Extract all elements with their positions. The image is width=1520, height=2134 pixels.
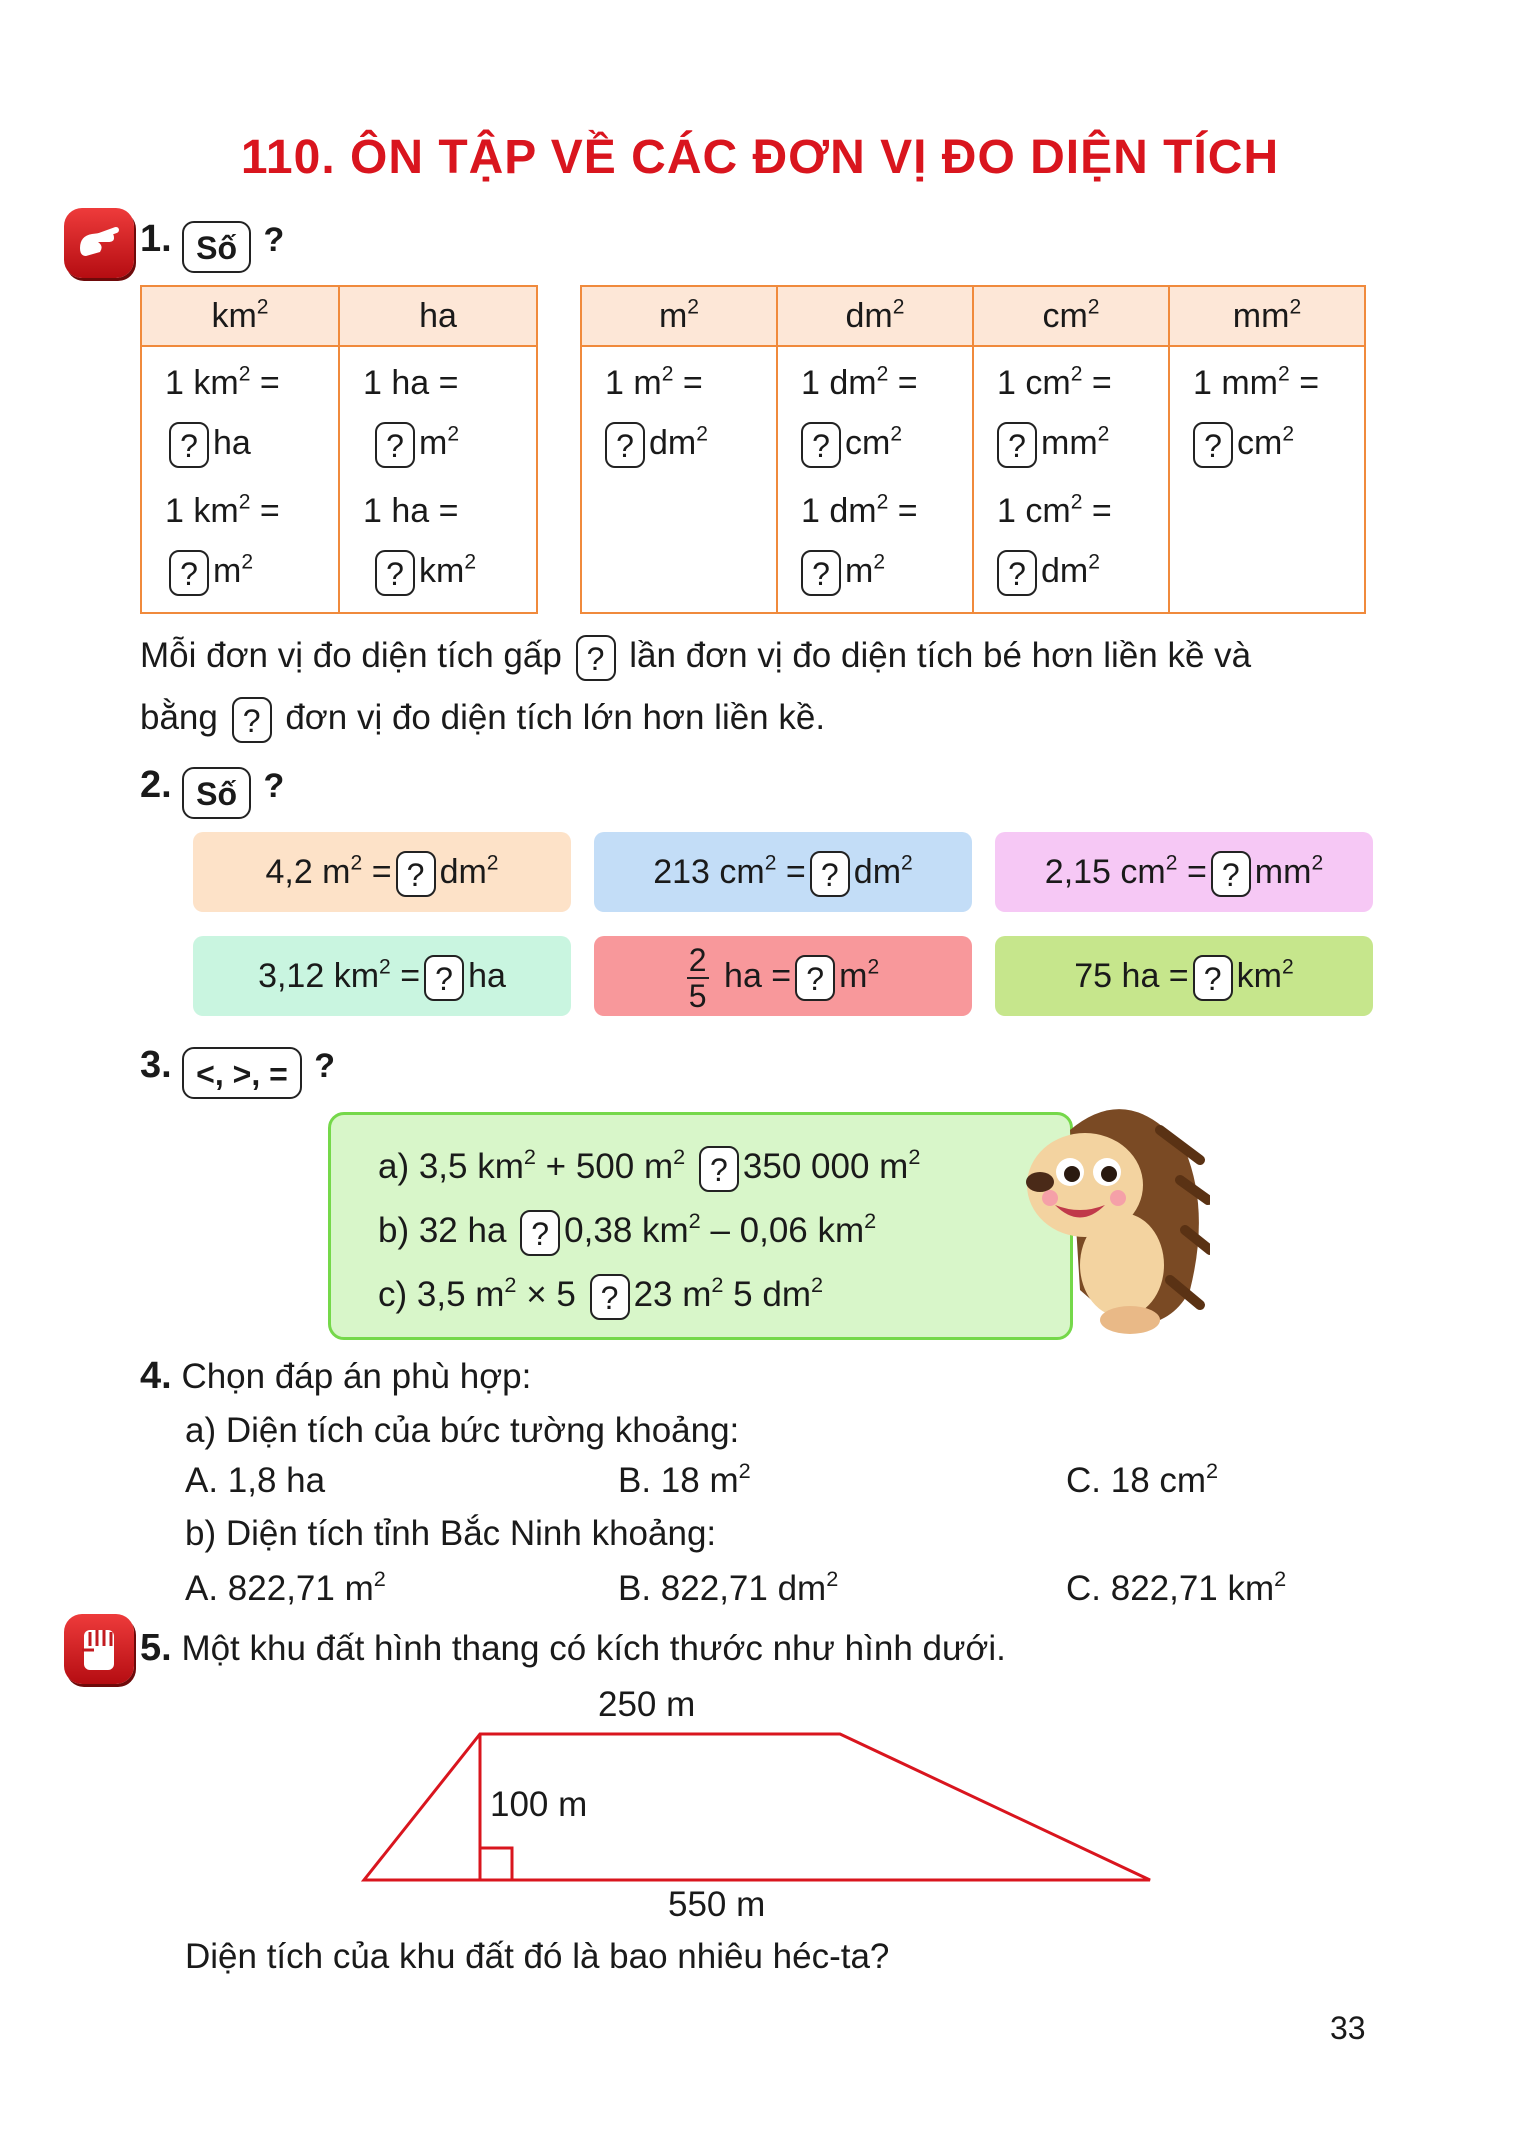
exercise-5-question: Diện tích của khu đất đó là bao nhiêu héc-ta? bbox=[185, 1937, 890, 1976]
comparison-b: b) 32 ha ? 0,38 $km^2 - 0,06$ $km^2$ bbox=[378, 1199, 920, 1263]
exercise-1-number: 1. bbox=[140, 218, 172, 260]
exercise-3-number: 3. bbox=[140, 1044, 172, 1086]
page-title: 110. ÔN TẬP VỀ CÁC ĐƠN VỊ ĐO DIỆN TÍCH bbox=[240, 131, 1280, 184]
conversion-item-4: 3,12 $km^2$ = ? ha bbox=[193, 936, 571, 1016]
header-mm2: $mm^2$ bbox=[1169, 286, 1365, 346]
comparison-lines bbox=[378, 1135, 920, 1327]
exercise-4a-question: a) Diện tích của bức tường khoảng: bbox=[185, 1411, 740, 1450]
option-4b-A[interactable]: A. 822,71 $m^2$ bbox=[185, 1565, 386, 1608]
answer-box[interactable]: ? bbox=[801, 422, 841, 468]
header-dm2: $dm^2$ bbox=[777, 286, 973, 346]
answer-box[interactable]: ? bbox=[997, 550, 1037, 596]
exercise-3-tag: <, >, = bbox=[182, 1047, 302, 1099]
header-km2: $km^2$ bbox=[141, 286, 339, 346]
exercise-4-number: 4. bbox=[140, 1355, 172, 1397]
exercise-2-number: 2. bbox=[140, 764, 172, 806]
exercise-4-prompt: 4. Chọn đáp án phù hợp: bbox=[140, 1355, 532, 1397]
answer-box[interactable]: ? bbox=[1193, 422, 1233, 468]
height-label: 100 m bbox=[490, 1785, 588, 1824]
header-ha: ha bbox=[339, 286, 537, 346]
exercise-1-heading bbox=[140, 218, 284, 273]
option-4b-B[interactable]: B. 822,71 $dm^2$ bbox=[618, 1565, 839, 1608]
answer-box[interactable]: ? bbox=[605, 422, 645, 468]
answer-box[interactable]: ? bbox=[520, 1210, 560, 1256]
answer-box[interactable]: ? bbox=[232, 697, 272, 743]
answer-box[interactable]: ? bbox=[169, 550, 209, 596]
answer-box[interactable]: ? bbox=[1193, 955, 1233, 1001]
cell-mm2: 1 $mm^2$ = ? $cm^2$ bbox=[1169, 346, 1365, 613]
exercise-3-question-mark: ? bbox=[314, 1047, 336, 1085]
option-4b-C[interactable]: C. 822,71 $km^2$ bbox=[1066, 1565, 1287, 1608]
comparison-c: c) 3,5 $m^2 \times 5$ ? 23 $m^2$ 5 $dm^2$ bbox=[378, 1263, 920, 1327]
fist-icon bbox=[64, 1614, 134, 1684]
cell-cm2: 1 $cm^2$ = ? $mm^2$ 1 $cm^2$ = ? $dm^2$ bbox=[973, 346, 1169, 613]
practice-hand-icon bbox=[64, 208, 134, 278]
conversion-item-6: 75 ha = ? $km^2$ bbox=[995, 936, 1373, 1016]
answer-box[interactable]: ? bbox=[375, 550, 415, 596]
units-table-right bbox=[580, 285, 1366, 614]
exercise-4b-question: b) Diện tích tỉnh Bắc Ninh khoảng: bbox=[185, 1514, 717, 1553]
answer-box[interactable]: ? bbox=[169, 422, 209, 468]
hedgehog-illustration bbox=[1010, 1090, 1210, 1345]
option-4a-B[interactable]: B. 18 $m^2$ bbox=[618, 1457, 751, 1500]
exercise-2-question-mark: ? bbox=[263, 767, 285, 805]
comparison-a: a) 3,5 $km^2 + 500$ $m^2$ ? 350 000 $m^2$ bbox=[378, 1135, 920, 1199]
trapezoid-shape bbox=[364, 1734, 1150, 1880]
units-table-left bbox=[140, 285, 538, 614]
answer-box[interactable]: ? bbox=[997, 422, 1037, 468]
answer-box[interactable]: ? bbox=[801, 550, 841, 596]
conversion-item-3: 2,15 $cm^2$ = ? $mm^2$ bbox=[995, 832, 1373, 912]
exercise-5-prompt: 5. Một khu đất hình thang có kích thước như hình dưới. bbox=[140, 1627, 1006, 1669]
answer-box[interactable]: ? bbox=[590, 1274, 630, 1320]
answer-box[interactable]: ? bbox=[396, 851, 436, 897]
conversion-item-5: $\frac{2}{5}$ ha = ? $m^2$ bbox=[594, 936, 972, 1016]
answer-box[interactable]: ? bbox=[699, 1146, 739, 1192]
answer-box[interactable]: ? bbox=[576, 635, 616, 681]
exercise-1-question-mark: ? bbox=[263, 221, 285, 259]
page-number: 33 bbox=[1330, 2010, 1366, 2046]
top-base-label: 250 m bbox=[598, 1685, 696, 1724]
answer-box[interactable]: ? bbox=[375, 422, 415, 468]
header-cm2: $cm^2$ bbox=[973, 286, 1169, 346]
exercise-2-heading bbox=[140, 764, 284, 819]
answer-box[interactable]: ? bbox=[1211, 851, 1251, 897]
cell-dm2: 1 $dm^2$ = ? $cm^2$ 1 $dm^2$ = ? $m^2$ bbox=[777, 346, 973, 613]
exercise-2-tag: Số bbox=[182, 767, 251, 819]
cell-ha: 1 ha = ? $m^2$ 1 ha = ? $km^2$ bbox=[339, 346, 537, 613]
option-4a-A[interactable]: A. 1,8 ha bbox=[185, 1461, 326, 1500]
cell-km2: 1 $km^2$ = ? ha 1 $km^2$ = ? $m^2$ bbox=[141, 346, 339, 613]
cell-m2: 1 $m^2$ = ? $dm^2$ bbox=[581, 346, 777, 613]
conversion-item-2: 213 $cm^2$ = ? $dm^2$ bbox=[594, 832, 972, 912]
header-m2: $m^2$ bbox=[581, 286, 777, 346]
exercise-5-number: 5. bbox=[140, 1627, 172, 1669]
exercise-1-sentence: Mỗi đơn vị đo diện tích gấp ? lần đơn vị đo diện tích bé hơn liền kề và bằng ? đơn vị đo diện tích lớn hơn liền kề. bbox=[140, 625, 1380, 749]
exercise-1-tag: Số bbox=[182, 221, 251, 273]
option-4a-C[interactable]: C. 18 $cm^2$ bbox=[1066, 1457, 1219, 1500]
answer-box[interactable]: ? bbox=[795, 955, 835, 1001]
right-angle-marker bbox=[480, 1848, 512, 1880]
fraction-two-fifths: $\frac{2}{5}$ bbox=[688, 942, 707, 1015]
exercise-3-heading bbox=[140, 1044, 335, 1099]
answer-box[interactable]: ? bbox=[424, 955, 464, 1001]
bottom-base-label: 550 m bbox=[668, 1885, 766, 1924]
conversion-item-1: 4,2 $m^2$ = ? $dm^2$ bbox=[193, 832, 571, 912]
answer-box[interactable]: ? bbox=[810, 851, 850, 897]
